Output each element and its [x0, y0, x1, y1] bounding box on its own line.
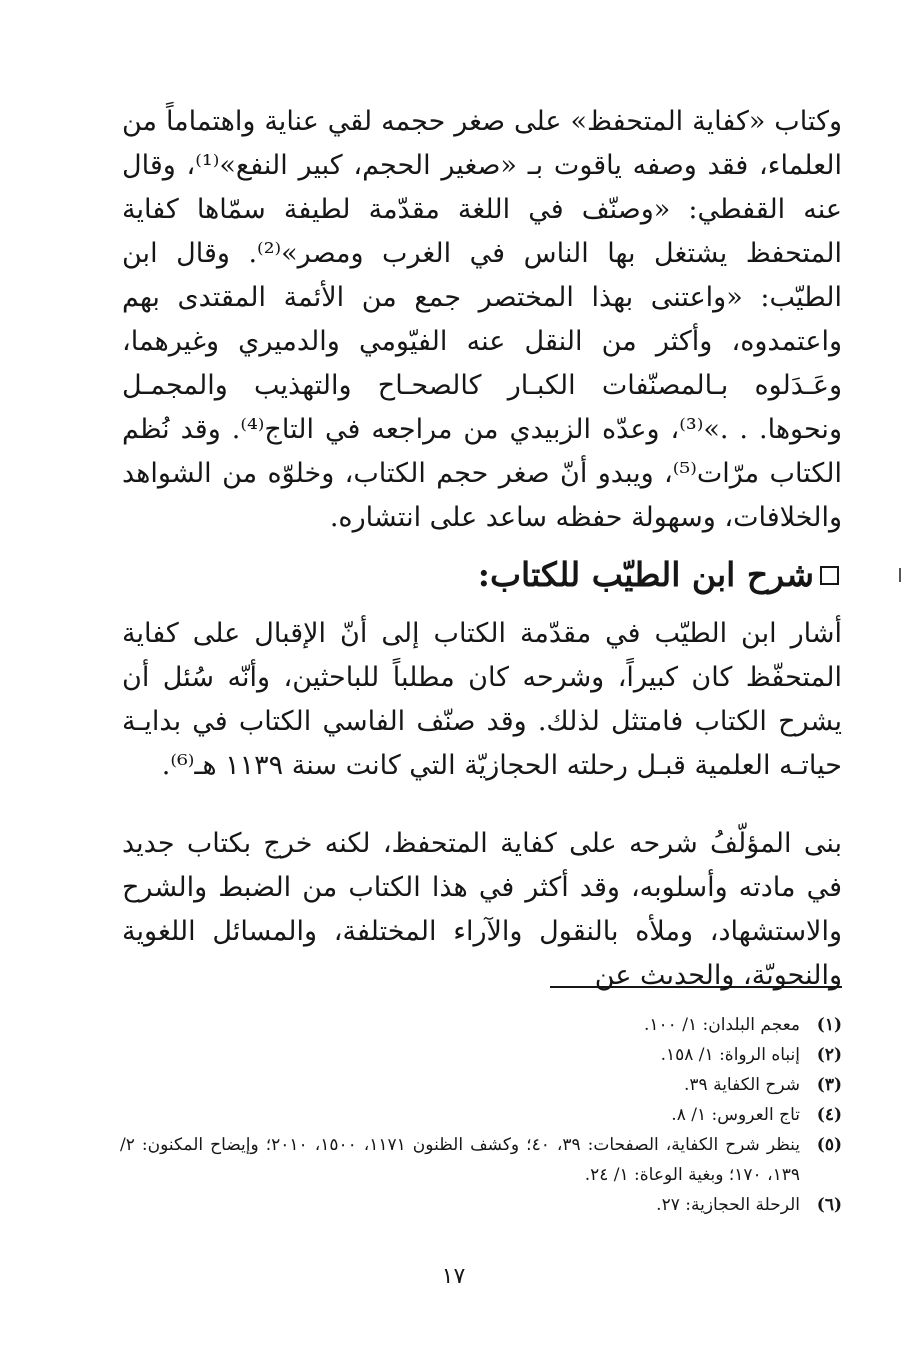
footnote-number: (٢): [816, 1045, 842, 1065]
footnote-item: [120, 1190, 842, 1220]
paragraph-kifayat-intro: وكتاب «كفاية المتحفظ» على صغر حجمه لقي عناية واهتماماً من العلماء، فقد وصفه ياقوت بـ «صغير الحجم، كبير النفع»⁽¹⁾، وقال عنه القفطي: «وصنّف في اللغة مقدّمة لطيفة سمّاها كفاية المتحفظ يشتغل بها الناس في الغرب ومصر»⁽²⁾. وقال ابن الطيّب: «واعتنى بهذا المختصر جمع من الأئمة المقتدى بهم واعتمدوه، وأكثر من النقل عنه الفيّومي والدميري وغيرهما، وعَـدَلوه بـالمصنّفات الكبـار كالصحـاح والتهذيب والمجمـل ونحوها. . .»⁽³⁾، وعدّه الزبيدي من مراجعه في التاج⁽⁴⁾. وقد نُظم الكتاب مرّات⁽⁵⁾، ويبدو أنّ صغر حجم الكتاب، وخلوّه من الشواهد والخلافات، وسهولة حفظه ساعد على انتشاره.: [122, 106, 842, 533]
footnote-text: الرحلة الحجازية: ٢٧.: [656, 1195, 800, 1215]
footnote-item: [120, 1100, 842, 1130]
footnote-item: [120, 1040, 842, 1070]
section-heading: [478, 550, 839, 600]
paragraph-author-method: بنى المؤلّفُ شرحه على كفاية المتحفظ، لكنه خرج بكتاب جديد في مادته وأسلوبه، وقد أكثر في هذا الكتاب من الضبط والشرح والاستشهاد، وملأه بالنقول والآراء المختلفة، والمسائل اللغوية والنحويّة، والحديث عن: [122, 828, 842, 991]
footnote-text: تاج العروس: ١/ ٨.: [671, 1105, 800, 1125]
footnote-text: معجم البلدان: ١/ ١٠٠.: [643, 1015, 800, 1035]
footnote-number: (١): [816, 1015, 842, 1035]
paragraph-ibn-tayyib-commentary: أشار ابن الطيّب في مقدّمة الكتاب إلى أنّ الإقبال على كفاية المتحفّظ كان كبيراً، وشرحه كان مطلباً للباحثين، وأنّه سُئل أن يشرح الكتاب فامتثل لذلك. وقد صنّف الفاسي الكتاب في بدايـة حياتـه العلمية قبـل رحلته الحجازيّة التي كانت سنة ١١٣٩ هـ⁽⁶⁾.: [122, 618, 842, 781]
footnote-item: [120, 1070, 842, 1100]
footnote-number: (٣): [816, 1075, 842, 1095]
footnote-text: شرح الكفاية ٣٩.: [684, 1075, 800, 1095]
footnote-number: (٦): [816, 1195, 842, 1215]
page-number: ١٧: [441, 1264, 466, 1289]
footnote-text: ينظر شرح الكفاية، الصفحات: ٣٩، ٤٠؛ وكشف الظنون ١١٧١، ١٥٠٠، ٢٠١٠؛ وإيضاح المكنون: ٢/ ١٣٩، ١٧٠؛ وبغية الوعاة: ١/ ٢٤.: [120, 1135, 801, 1185]
footnotes-list: [120, 1010, 842, 1220]
footnote-item: [120, 1130, 842, 1190]
footnote-number: (٤): [816, 1105, 842, 1125]
footnote-divider: [550, 986, 842, 988]
square-outline-icon: [820, 566, 839, 585]
footnote-item: [120, 1010, 842, 1040]
footnote-text: إنباه الرواة: ١/ ١٥٨.: [660, 1045, 800, 1065]
scan-margin-mark: [899, 568, 901, 582]
footnote-number: (٥): [816, 1135, 842, 1155]
section-heading-text: شرح ابن الطيّب للكتاب:: [477, 555, 814, 594]
